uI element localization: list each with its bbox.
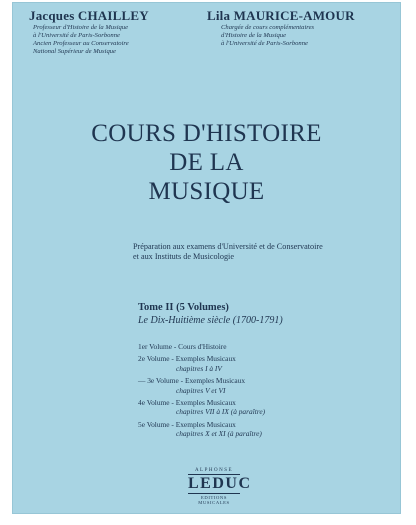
volume-label: 5e Volume - Exemples Musicaux <box>138 419 236 429</box>
title-line: DE LA <box>169 149 244 176</box>
book-title <box>12 119 401 206</box>
title-line: COURS D'HISTOIRE <box>91 120 322 147</box>
author-credential: à l'Université de Paris-Sorbonne <box>33 32 120 39</box>
volume-label: — 3e Volume - Exemples Musicaux <box>138 376 246 386</box>
volume-chapters: chapitres VII à IX (à paraître) <box>176 407 266 417</box>
volume-item <box>138 342 378 351</box>
author-credential: Chargée de cours complémentaires <box>221 24 315 31</box>
tome-label: Tome II (5 Volumes) <box>138 302 229 313</box>
volume-item <box>138 398 378 417</box>
volume-item <box>138 354 378 373</box>
subtitle-line: et aux Instituts de Musicologie <box>133 252 234 261</box>
author-name: Lila MAURICE-AMOUR <box>207 8 355 23</box>
author-credential: à l'Université de Paris-Sorbonne <box>221 40 308 47</box>
volume-chapters: chapitres I à IV <box>176 363 222 373</box>
volume-chapters: chapitres X et XI (à paraître) <box>176 429 262 439</box>
volume-item <box>138 420 378 439</box>
publisher-tagline: EDITIONS MUSICALES <box>198 495 230 505</box>
volume-chapters: chapitres V et VI <box>176 385 226 395</box>
publisher-name: LEDUC <box>188 475 252 492</box>
author-maurice-amour <box>207 8 377 48</box>
author-credential: National Supérieur de Musique <box>33 48 116 55</box>
volume-label: 1er Volume - Cours d'Histoire <box>138 342 227 351</box>
volume-list <box>138 342 378 442</box>
volume-label: 2e Volume - Exemples Musicaux <box>138 354 236 364</box>
author-credential: Professeur d'Histoire de la Musique <box>33 24 129 31</box>
title-line: MUSIQUE <box>148 178 265 205</box>
period-label: Le Dix-Huitième siècle (1700-1791) <box>138 315 283 326</box>
publisher-first-name: ALPHONSE <box>194 468 234 473</box>
volume-item <box>138 376 378 395</box>
author-credential: Ancien Professeur au Conservatoire <box>33 40 129 47</box>
book-subtitle <box>133 242 393 262</box>
publisher-logo <box>188 468 252 505</box>
subtitle-line: Préparation aux examens d'Université et de Conservatoire <box>133 242 323 251</box>
author-chailley <box>29 8 179 56</box>
author-name: Jacques CHAILLEY <box>29 8 149 23</box>
volume-label: 4e Volume - Exemples Musicaux <box>138 398 236 408</box>
book-cover <box>12 2 401 514</box>
author-credential: d'Histoire de la Musique <box>221 32 287 39</box>
publisher-rule <box>188 493 240 494</box>
